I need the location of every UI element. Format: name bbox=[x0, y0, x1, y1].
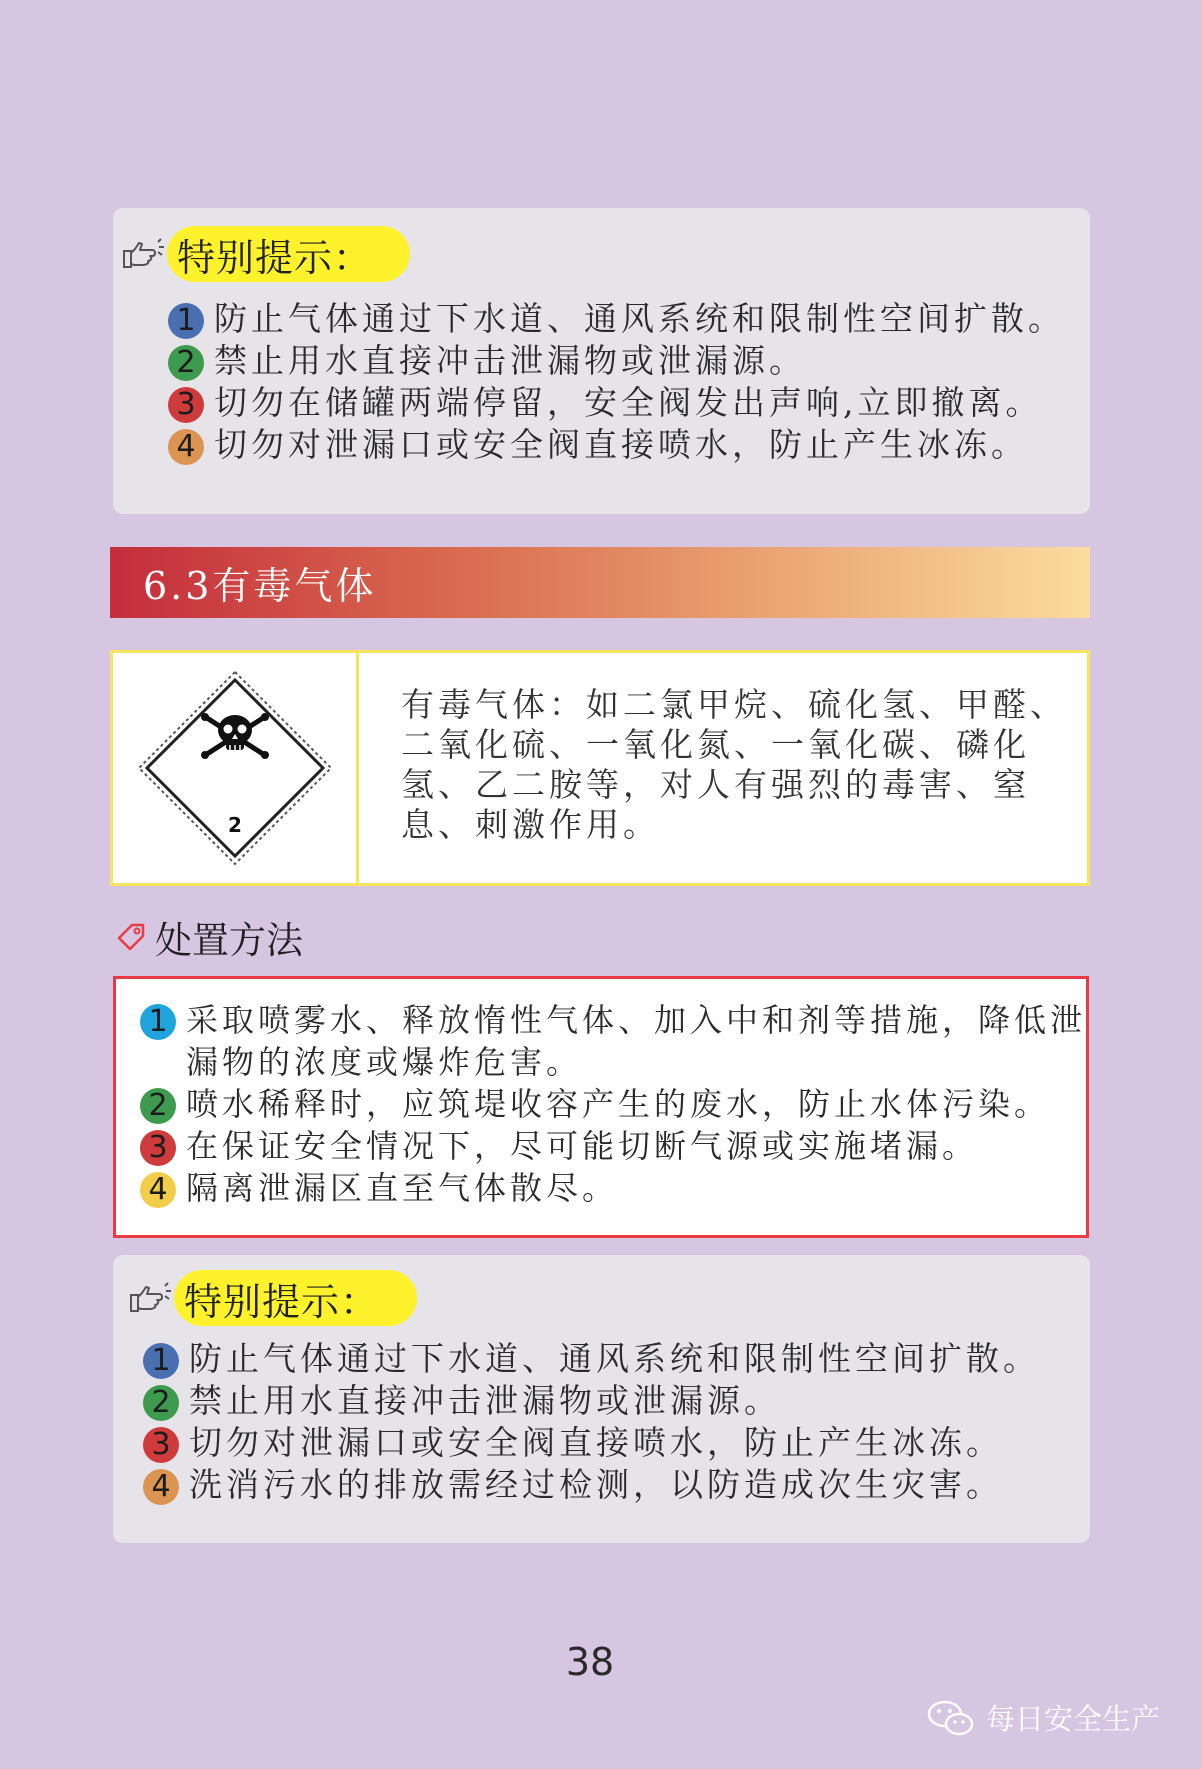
special-tips-header bbox=[128, 1270, 417, 1326]
number-badge: 3 bbox=[140, 1130, 176, 1166]
special-tips-list bbox=[143, 1338, 1040, 1506]
special-tips-box-1 bbox=[113, 208, 1090, 514]
list-item-text: 切勿对泄漏口或安全阀直接喷水，防止产生冰冻。 bbox=[189, 1423, 1003, 1462]
number-badge: 4 bbox=[140, 1172, 176, 1208]
disposal-method-list bbox=[140, 999, 1086, 1209]
number-badge: 1 bbox=[168, 303, 204, 339]
list-item-text: 隔离泄漏区直至气体散尽。 bbox=[186, 1169, 619, 1207]
list-item-text: 切勿在储罐两端停留，安全阀发出声响,立即撤离。 bbox=[214, 383, 1043, 422]
number-badge: 1 bbox=[140, 1004, 176, 1040]
special-tips-box-2 bbox=[113, 1255, 1090, 1543]
list-item-text: 喷水稀释时，应筑堤收容产生的废水，防止水体污染。 bbox=[186, 1085, 1051, 1123]
disposal-method-header bbox=[115, 910, 303, 964]
description-line: 氢、乙二胺等，对人有强烈的毒害、窒 bbox=[401, 765, 1030, 804]
list-item-text: 切勿对泄漏口或安全阀直接喷水，防止产生冰冻。 bbox=[214, 425, 1028, 464]
number-badge: 4 bbox=[168, 429, 204, 465]
list-item-text: 禁止用水直接冲击泄漏物或泄漏源。 bbox=[214, 341, 806, 380]
disposal-method-box bbox=[113, 976, 1089, 1238]
list-item bbox=[143, 1380, 1040, 1422]
list-item-text: 采取喷雾水、释放惰性气体、加入中和剂等措施，降低泄 bbox=[186, 1001, 1087, 1039]
pointing-hand-icon bbox=[121, 237, 165, 271]
list-item bbox=[168, 382, 1065, 424]
watermark-text: 每日安全生产 bbox=[986, 1702, 1161, 1736]
list-item bbox=[168, 424, 1065, 466]
description-line: 有毒气体：如二氯甲烷、硫化氢、甲醛、 bbox=[401, 685, 1067, 724]
hazard-class-number: 2 bbox=[227, 813, 242, 837]
list-item-text: 洗消污水的排放需经过检测，以防造成次生灾害。 bbox=[189, 1465, 1003, 1504]
toxic-gas-sign-icon bbox=[135, 668, 335, 868]
list-item bbox=[140, 1083, 1086, 1125]
special-tips-title: 特别提示： bbox=[174, 1270, 417, 1326]
number-badge: 2 bbox=[168, 345, 204, 381]
number-badge: 3 bbox=[168, 387, 204, 423]
hazard-sign-cell bbox=[113, 653, 359, 883]
special-tips-list bbox=[168, 298, 1065, 466]
page-number: 38 bbox=[565, 1640, 615, 1684]
list-item bbox=[140, 1167, 1086, 1209]
pointing-hand-icon bbox=[128, 1281, 172, 1315]
list-item bbox=[140, 999, 1086, 1083]
list-item-text: 防止气体通过下水道、通风系统和限制性空间扩散。 bbox=[214, 299, 1065, 338]
list-item bbox=[143, 1338, 1040, 1380]
tag-icon bbox=[115, 921, 147, 953]
list-item-text: 禁止用水直接冲击泄漏物或泄漏源。 bbox=[189, 1381, 781, 1420]
list-item bbox=[143, 1464, 1040, 1506]
description-line: 息、刺激作用。 bbox=[401, 805, 660, 844]
number-badge: 2 bbox=[140, 1088, 176, 1124]
list-item bbox=[168, 340, 1065, 382]
list-item bbox=[143, 1422, 1040, 1464]
number-badge: 2 bbox=[143, 1385, 179, 1421]
description-line: 二氧化硫、一氧化氮、一氧化碳、磷化 bbox=[401, 725, 1030, 764]
number-badge: 3 bbox=[143, 1427, 179, 1463]
watermark bbox=[926, 1697, 1160, 1738]
toxic-gas-info-box bbox=[110, 650, 1090, 886]
list-item-text: 在保证安全情况下，尽可能切断气源或实施堵漏。 bbox=[186, 1127, 979, 1165]
list-item-text: 防止气体通过下水道、通风系统和限制性空间扩散。 bbox=[189, 1339, 1040, 1378]
number-badge: 4 bbox=[143, 1469, 179, 1505]
number-badge: 1 bbox=[143, 1343, 179, 1379]
list-item bbox=[168, 298, 1065, 340]
special-tips-title: 特别提示： bbox=[167, 226, 410, 282]
section-header-bar bbox=[110, 547, 1090, 618]
toxic-gas-description bbox=[359, 653, 1087, 883]
list-item-text: 漏物的浓度或爆炸危害。 bbox=[186, 1043, 583, 1081]
disposal-method-title: 处置方法 bbox=[155, 919, 303, 962]
list-item bbox=[140, 1125, 1086, 1167]
special-tips-header bbox=[121, 226, 410, 282]
section-title: 6.3有毒气体 bbox=[143, 564, 377, 608]
wechat-icon bbox=[926, 1699, 976, 1737]
